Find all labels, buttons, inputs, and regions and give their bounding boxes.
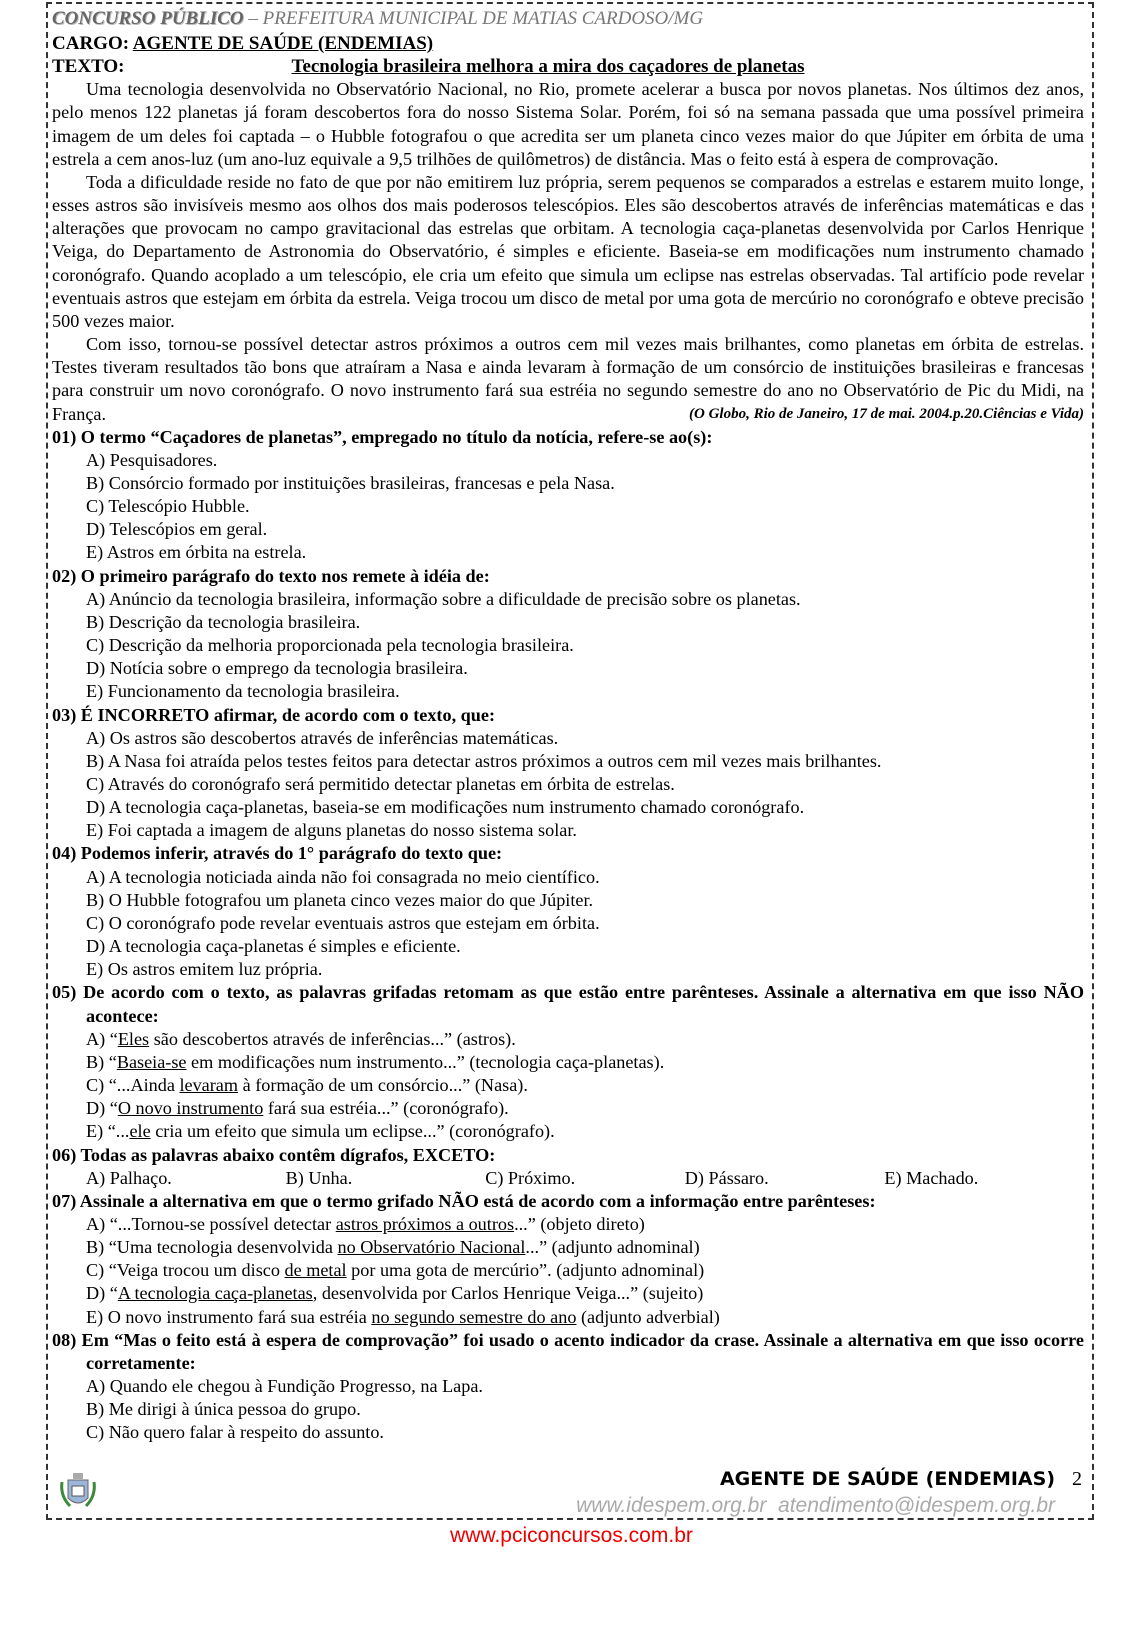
answer-option[interactable]	[52, 889, 1084, 912]
answer-option[interactable]	[52, 1213, 1084, 1236]
underlined-term: O novo instrumento	[117, 1098, 264, 1119]
underlined-term: no Observatório Nacional	[337, 1237, 526, 1258]
option-text: C) Descrição da melhoria proporcionada pela tecnologia brasileira.	[86, 635, 574, 656]
options-row	[52, 1167, 1084, 1190]
option-text: E) Astros em órbita na estrela.	[86, 542, 307, 563]
answer-option[interactable]	[52, 611, 1084, 634]
texto-label: TEXTO:	[52, 56, 125, 78]
option-text: (adjunto adverbial)	[576, 1306, 720, 1327]
question-6	[52, 1144, 1084, 1190]
option-text: D) Pássaro.	[684, 1167, 769, 1188]
answer-option[interactable]	[52, 495, 1084, 518]
option-text: A) Palhaço.	[86, 1167, 172, 1188]
option-text: A) Os astros são descobertos através de inferências matemáticas.	[86, 727, 559, 748]
answer-option[interactable]	[52, 680, 1084, 703]
option-text: A) Quando ele chegou à Fundição Progresso, na Lapa.	[86, 1376, 483, 1397]
answer-option[interactable]	[52, 1282, 1084, 1305]
option-text: A) Anúncio da tecnologia brasileira, informação sobre a dificuldade de precisão sobre os planetas.	[86, 588, 801, 609]
option-text: D) “	[86, 1283, 118, 1304]
question-3	[52, 704, 1084, 843]
text-source: (O Globo, Rio de Janeiro, 17 de mai. 2004.p.20.Ciências e Vida)	[689, 405, 1084, 422]
answer-option[interactable]	[52, 1120, 1084, 1143]
answer-option[interactable]	[52, 449, 1084, 472]
answer-option[interactable]	[52, 912, 1084, 935]
answer-option[interactable]	[86, 1167, 286, 1190]
option-text: C) “Veiga trocou um disco	[86, 1260, 285, 1281]
option-text: D) Telescópios em geral.	[86, 519, 268, 540]
municipal-coat-of-arms-logo	[58, 1472, 98, 1512]
option-text: D) A tecnologia caça-planetas é simples e eficiente.	[86, 936, 461, 957]
option-text: B) “	[86, 1051, 117, 1072]
question-stem: 01) O termo “Caçadores de planetas”, empregado no título da notícia, refere-se ao(s):	[52, 426, 713, 447]
option-text: E) Funcionamento da tecnologia brasileira.	[86, 681, 400, 702]
prefeitura-label: PREFEITURA MUNICIPAL DE MATIAS CARDOSO/MG	[262, 8, 704, 29]
website-link[interactable]: www.idespem.org.br	[576, 1494, 767, 1517]
texto-title: Tecnologia brasileira melhora a mira dos caçadores de planetas	[291, 56, 805, 78]
underlined-term: Eles	[117, 1028, 150, 1049]
answer-option[interactable]	[52, 1097, 1084, 1120]
pciconcursos-link[interactable]: www.pciconcursos.com.br	[450, 1524, 693, 1547]
footer-title: AGENTE DE SAÚDE (ENDEMIAS)	[719, 1468, 1055, 1490]
exam-page	[52, 6, 1084, 1445]
answer-option[interactable]	[884, 1167, 1084, 1190]
answer-option[interactable]	[52, 1421, 1084, 1444]
option-text: C) Próximo.	[485, 1167, 576, 1188]
answer-option[interactable]	[52, 727, 1084, 750]
underlined-term: Baseia-se	[116, 1051, 187, 1072]
answer-option[interactable]	[52, 541, 1084, 564]
underlined-term: no segundo semestre do ano	[371, 1306, 577, 1327]
question-7	[52, 1190, 1084, 1329]
answer-option[interactable]	[52, 1236, 1084, 1259]
answer-option[interactable]	[52, 935, 1084, 958]
option-text: , desenvolvida por Carlos Henrique Veiga...” (sujeito)	[312, 1283, 704, 1304]
answer-option[interactable]	[52, 1306, 1084, 1329]
question-stem: 06) Todas as palavras abaixo contêm dígrafos, EXCETO:	[52, 1144, 496, 1165]
option-text: B) O Hubble fotografou um planeta cinco vezes maior do que Júpiter.	[86, 889, 594, 910]
answer-option[interactable]	[52, 1074, 1084, 1097]
question-stem: 02) O primeiro parágrafo do texto nos remete à idéia de:	[52, 565, 490, 586]
exam-header	[52, 6, 1084, 32]
answer-option[interactable]	[286, 1167, 486, 1190]
option-text: A) Pesquisadores.	[86, 449, 218, 470]
option-text: por uma gota de mercúrio”. (adjunto adnominal)	[346, 1260, 705, 1281]
option-text: C) Não quero falar à respeito do assunto.	[86, 1422, 384, 1443]
header-dash: –	[248, 8, 258, 29]
paragraph-3	[52, 333, 1084, 426]
question-stem: 05) De acordo com o texto, as palavras grifadas retomam as que estão entre parênteses. Assinale a alternativa em que isso NÃO acontece:	[52, 982, 1084, 1026]
paragraph-2: Toda a dificuldade reside no fato de que por não emitirem luz própria, serem pequenos se comparados a estrelas e estarem muito longe, esses astros são invisíveis mesmo aos olhos dos mais poderosos telescópios. Eles são descobertos através de inferências matemáticas e das alterações que provocam no campo gravitacional das estrelas que orbitam. A tecnologia caça-planetas desenvolvida por Carlos Henrique Veiga, do Departamento de Astronomia do Observatório, é simples e eficiente. Baseia-se em modificações num instrumento chamado coronógrafo. Quando acoplado a um telescópio, ele cria um efeito que simula um eclipse nas estrelas observadas. Tal artifício pode revelar eventuais astros que estejam em órbita da estrela. Veiga trocou um disco de metal por uma gota de mercúrio no coronógrafo e obteve precisão 500 vezes maior.	[52, 171, 1084, 331]
option-text: C) “...Ainda	[86, 1075, 180, 1096]
option-text: em modificações num instrumento...” (tecnologia caça-planetas).	[186, 1051, 665, 1072]
underlined-term: levaram	[179, 1075, 239, 1096]
underlined-term: A tecnologia caça-planetas	[117, 1283, 313, 1304]
answer-option[interactable]	[52, 819, 1084, 842]
answer-option[interactable]	[52, 1375, 1084, 1398]
option-text: D) A tecnologia caça-planetas, baseia-se em modificações num instrumento chamado coronógrafo.	[86, 797, 805, 818]
cargo-value: AGENTE DE SAÚDE (ENDEMIAS)	[132, 33, 434, 54]
option-text: E) “...	[86, 1121, 130, 1142]
answer-option[interactable]	[52, 958, 1084, 981]
question-1	[52, 426, 1084, 565]
answer-option[interactable]	[52, 866, 1084, 889]
question-stem: 08) Em “Mas o feito está à espera de comprovação” foi usado o acento indicador da crase. Assinale a alternativa em que isso ocorre corretamente:	[52, 1329, 1084, 1373]
paragraph-3-text: Com isso, tornou-se possível detectar astros próximos a outros cem mil vezes mais brilhantes, como planetas em órbita de estrelas. Testes tiveram resultados tão bons que atraíram a Nasa e ainda levaram à formação de um consórcio de instituições brasileiras e francesas para construir um novo coronógrafo. O novo instrumento fará sua estréia no segundo semestre do ano no Observatório de Pic du Midi, na França.	[52, 334, 1084, 424]
questions-list	[52, 426, 1084, 1445]
paragraph-1: Uma tecnologia desenvolvida no Observatório Nacional, no Rio, promete acelerar a busca por novos planetas. Nos últimos dez anos, pelo menos 122 planetas já foram descobertos fora do nosso Sistema Solar. Porém, foi só na semana passada que uma possível primeira imagem de um deles foi captada – o Hubble fotografou o que acredita ser um planeta cinco vezes maior do que Júpiter em órbita de uma estrela a cem anos-luz (um ano-luz equivale a 9,5 trilhões de quilômetros) de distância. Mas o feito está à espera de comprovação.	[52, 79, 1084, 169]
option-text: C) Telescópio Hubble.	[86, 496, 250, 517]
answer-option[interactable]	[52, 1398, 1084, 1421]
question-stem: 07) Assinale a alternativa em que o termo grifado NÃO está de acordo com a informação entre parênteses:	[52, 1190, 876, 1211]
option-text: à formação de um consórcio...” (Nasa).	[238, 1075, 528, 1096]
question-stem: 03) É INCORRETO afirmar, de acordo com o texto, que:	[52, 704, 496, 725]
option-text: cria um efeito que simula um eclipse...” (coronógrafo).	[150, 1121, 555, 1142]
answer-option[interactable]	[52, 1051, 1084, 1074]
answer-option[interactable]	[52, 796, 1084, 819]
page-number: 2	[1072, 1468, 1082, 1490]
option-text: B) Descrição da tecnologia brasileira.	[86, 611, 361, 632]
option-text: D) Notícia sobre o emprego da tecnologia brasileira.	[86, 658, 468, 679]
question-2	[52, 565, 1084, 704]
option-text: A) “	[86, 1028, 118, 1049]
option-text: B) “Uma tecnologia desenvolvida	[86, 1237, 338, 1258]
question-5	[52, 981, 1084, 1143]
option-text: A) “...Tornou-se possível detectar	[86, 1213, 336, 1234]
answer-option[interactable]	[52, 750, 1084, 773]
underlined-term: astros próximos a outros	[335, 1213, 515, 1234]
option-text: A) A tecnologia noticiada ainda não foi consagrada no meio científico.	[86, 866, 600, 887]
underlined-term: ele	[129, 1121, 151, 1142]
concurso-label: CONCURSO PÚBLICO	[52, 8, 244, 29]
option-text: B) Me dirigi à única pessoa do grupo.	[86, 1399, 361, 1420]
option-text: B) Unha.	[285, 1167, 353, 1188]
option-text: ...” (adjunto adnominal)	[525, 1237, 700, 1258]
question-8	[52, 1329, 1084, 1445]
answer-option[interactable]	[52, 1259, 1084, 1282]
cargo-label: CARGO:	[52, 33, 130, 54]
answer-option[interactable]	[52, 634, 1084, 657]
cargo-line	[52, 32, 1084, 55]
question-stem: 04) Podemos inferir, através do 1° parágrafo do texto que:	[52, 843, 503, 864]
email-link[interactable]: atendimento@idespem.org.br	[778, 1494, 1055, 1517]
answer-option[interactable]	[52, 472, 1084, 495]
answer-option[interactable]	[52, 773, 1084, 796]
option-text: ...” (objeto direto)	[514, 1213, 645, 1234]
option-text: E) Machado.	[884, 1167, 979, 1188]
answer-option[interactable]	[52, 588, 1084, 611]
texto-line	[52, 55, 1084, 78]
answer-option[interactable]	[52, 518, 1084, 541]
answer-option[interactable]	[52, 657, 1084, 680]
answer-option[interactable]	[685, 1167, 885, 1190]
footer-links	[576, 1494, 1055, 1518]
answer-option[interactable]	[52, 1028, 1084, 1051]
option-text: são descobertos através de inferências...” (astros).	[149, 1028, 516, 1049]
option-text: E) Foi captada a imagem de alguns planetas do nosso sistema solar.	[86, 820, 577, 841]
option-text: E) Os astros emitem luz própria.	[86, 959, 323, 980]
option-text: B) A Nasa foi atraída pelos testes feitos para detectar astros próximos a outros cem mil vezes mais brilhantes.	[86, 750, 882, 771]
option-text: C) O coronógrafo pode revelar eventuais astros que estejam em órbita.	[86, 912, 600, 933]
answer-option[interactable]	[485, 1167, 685, 1190]
option-text: B) Consórcio formado por instituições brasileiras, francesas e pela Nasa.	[86, 472, 615, 493]
option-text: fará sua estréia...” (coronógrafo).	[263, 1098, 509, 1119]
question-4	[52, 842, 1084, 981]
underlined-term: de metal	[284, 1260, 347, 1281]
option-text: C) Através do coronógrafo será permitido detectar planetas em órbita de estrelas.	[86, 774, 675, 794]
option-text: E) O novo instrumento fará sua estréia	[86, 1306, 372, 1327]
option-text: D) “	[86, 1098, 118, 1119]
